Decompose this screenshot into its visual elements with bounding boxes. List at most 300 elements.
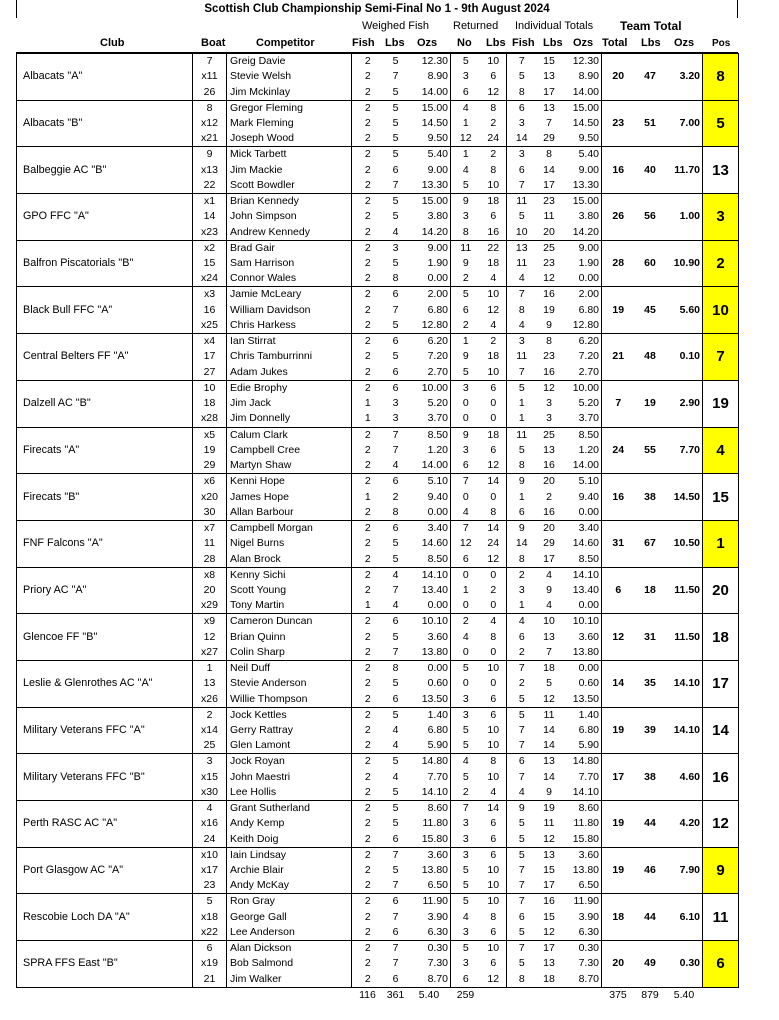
weighed-fish: 2 (352, 85, 384, 101)
individual-lbs: 17 (537, 941, 562, 957)
individual-ozs: 8.50 (562, 427, 602, 443)
individual-fish: 2 (507, 567, 537, 583)
team-total-ozs: 11.70 (666, 147, 703, 194)
team-total-ozs: 0.10 (666, 334, 703, 381)
individual-fish: 7 (507, 941, 537, 957)
weighed-ozs: 13.40 (421, 583, 448, 596)
individual-ozs: 8.60 (562, 801, 602, 817)
club-name: GPO FFC "A" (17, 194, 193, 241)
weighed-lbs: 6 (384, 380, 408, 396)
team-total-lbs: 35 (635, 660, 666, 707)
returned-lbs: 18 (487, 257, 500, 270)
individual-lbs: 13 (543, 630, 555, 643)
returned-lbs: 6 (490, 70, 497, 83)
weighed-ozs: 13.30 (421, 179, 448, 192)
weighed-fish: 2 (352, 583, 384, 599)
boat-number: 15 (193, 256, 227, 272)
returned-no: 1 (451, 147, 481, 163)
competitor-row (17, 941, 739, 957)
competitor-name: Campbell Cree (227, 443, 352, 459)
boat-number: 13 (193, 676, 227, 692)
team-total-lbs: 18 (635, 567, 666, 614)
team-total-fish: 18 (602, 894, 635, 941)
returned-no: 0 (451, 396, 481, 412)
weighed-ozs: 3.60 (408, 847, 451, 863)
weighed-fish: 2 (352, 443, 384, 459)
team-total-lbs: 40 (635, 147, 666, 194)
weighed-ozs: 14.00 (421, 459, 448, 472)
weighed-lbs: 6 (392, 692, 399, 705)
weighed-ozs: 15.00 (408, 100, 451, 116)
boat-number: 4 (193, 801, 227, 817)
weighed-lbs: 6 (384, 287, 408, 303)
competitor-row (17, 660, 739, 676)
boat-number: 21 (193, 972, 227, 988)
individual-lbs: 12 (543, 272, 555, 285)
team-total-lbs: 55 (635, 427, 666, 474)
weighed-lbs: 6 (384, 520, 408, 536)
boat-number: x7 (193, 520, 227, 536)
weighed-ozs: 7.20 (427, 350, 448, 363)
individual-lbs: 8 (537, 147, 562, 163)
individual-lbs: 29 (543, 132, 555, 145)
team-total-ozs: 11.50 (666, 614, 703, 661)
weighed-ozs: 0.00 (427, 272, 448, 285)
boat-number: 6 (193, 941, 227, 957)
returned-lbs: 6 (490, 692, 497, 705)
individual-ozs: 9.40 (578, 490, 599, 503)
weighed-lbs: 7 (392, 645, 399, 658)
team-total-fish: 17 (602, 754, 635, 801)
total-returned-no: 259 (451, 987, 481, 1003)
weighed-ozs: 13.80 (421, 645, 448, 658)
boat-number: x9 (193, 614, 227, 630)
results-sheet (16, 0, 738, 1003)
weighed-fish: 2 (352, 380, 384, 396)
weighed-fish: 2 (352, 567, 384, 583)
position-badge: 11 (703, 894, 739, 941)
competitor-name: Tony Martin (227, 598, 352, 614)
returned-no: 4 (451, 162, 481, 178)
weighed-lbs: 5 (392, 257, 399, 270)
team-total-lbs: 60 (635, 240, 666, 287)
weighed-lbs: 7 (384, 847, 408, 863)
individual-ozs: 0.00 (578, 599, 599, 612)
club-name: Balbeggie AC "B" (17, 147, 193, 194)
individual-lbs: 20 (537, 520, 562, 536)
competitor-row (17, 100, 739, 116)
individual-lbs: 9 (546, 785, 552, 798)
team-total-lbs: 48 (635, 334, 666, 381)
weighed-ozs: 0.60 (427, 677, 448, 690)
individual-lbs: 13 (543, 957, 555, 970)
individual-ozs: 6.50 (578, 879, 599, 892)
boat-number: x19 (193, 956, 227, 972)
returned-lbs: 12 (487, 85, 500, 98)
individual-lbs: 7 (546, 117, 552, 130)
weighed-ozs: 15.00 (408, 194, 451, 210)
individual-ozs: 3.90 (578, 910, 599, 923)
returned-lbs: 16 (487, 225, 500, 238)
boat-number: 3 (193, 754, 227, 770)
competitor-name: Greig Davie (227, 54, 352, 70)
boat-number: 9 (193, 147, 227, 163)
competitor-name: Andrew Kennedy (227, 225, 352, 241)
competitor-name: Chris Harkess (227, 318, 352, 334)
weighed-ozs: 2.00 (408, 287, 451, 303)
weighed-lbs: 5 (392, 785, 399, 798)
competitor-name: Brad Gair (227, 240, 352, 256)
total-lbs: 361 (384, 987, 408, 1003)
total-fish: 116 (352, 987, 384, 1003)
weighed-lbs: 6 (384, 614, 408, 630)
weighed-fish: 2 (352, 318, 384, 334)
individual-ozs: 9.00 (562, 240, 602, 256)
boat-number: x21 (193, 131, 227, 147)
team-total-fish: 23 (602, 100, 635, 147)
individual-ozs: 0.00 (562, 660, 602, 676)
individual-ozs: 2.00 (562, 287, 602, 303)
club-name: Rescobie Loch DA "A" (17, 894, 193, 941)
team-total-ozs: 2.90 (666, 380, 703, 427)
weighed-fish: 2 (352, 878, 384, 894)
individual-ozs: 14.60 (572, 537, 599, 550)
weighed-fish: 2 (352, 178, 384, 194)
weighed-lbs: 5 (384, 194, 408, 210)
weighed-fish: 2 (352, 303, 384, 319)
weighed-lbs: 5 (384, 100, 408, 116)
returned-no: 5 (451, 941, 481, 957)
individual-fish: 7 (507, 723, 537, 739)
individual-ozs: 7.20 (578, 350, 599, 363)
boat-number: 29 (193, 458, 227, 474)
returned-no: 9 (451, 256, 481, 272)
weighed-fish: 2 (352, 723, 384, 739)
team-total-ozs: 4.60 (666, 754, 703, 801)
weighed-ozs: 11.90 (408, 894, 451, 910)
individual-ozs: 1.90 (578, 257, 599, 270)
competitor-name: Connor Wales (227, 271, 352, 287)
boat-number: 16 (193, 303, 227, 319)
boat-number: 1 (193, 660, 227, 676)
weighed-lbs: 6 (392, 832, 399, 845)
team-total-header: Team Total (620, 19, 682, 33)
individual-lbs: 15 (543, 864, 555, 877)
weighed-lbs: 7 (392, 443, 399, 456)
boat-number: 8 (193, 100, 227, 116)
grand-totals-row (17, 987, 739, 1003)
position-badge: 18 (703, 614, 739, 661)
position-badge: 17 (703, 660, 739, 707)
weighed-ozs: 7.30 (427, 957, 448, 970)
boat-number: x30 (193, 785, 227, 801)
team-total-lbs: 38 (635, 474, 666, 521)
weighed-lbs: 5 (384, 147, 408, 163)
individual-ozs: 0.00 (578, 272, 599, 285)
weighed-ozs: 15.80 (421, 832, 448, 845)
position-badge: 16 (703, 754, 739, 801)
returned-lbs: 2 (490, 117, 497, 130)
returned-no: 3 (451, 69, 481, 85)
group-header-row (16, 18, 738, 34)
individual-lbs: 13 (543, 443, 555, 456)
individual-lbs: 19 (537, 801, 562, 817)
boat-number: x16 (193, 816, 227, 832)
returned-lbs: 10 (481, 54, 507, 70)
weighed-fish: 2 (352, 520, 384, 536)
weighed-lbs: 5 (392, 132, 399, 145)
team-total-lbs: 49 (635, 941, 666, 988)
individual-ozs: 14.50 (572, 117, 599, 130)
individual-lbs: 18 (543, 972, 555, 985)
returned-no: 5 (451, 878, 481, 894)
weighed-fish: 2 (352, 832, 384, 848)
club-name: Balfron Piscatorials "B" (17, 240, 193, 287)
individual-lbs: 12 (543, 832, 555, 845)
weighed-fish: 2 (352, 100, 384, 116)
weighed-lbs: 5 (384, 707, 408, 723)
weighed-fish: 2 (352, 116, 384, 132)
individual-ozs: 13.50 (572, 692, 599, 705)
returned-lbs: 6 (490, 817, 497, 830)
competitor-name: Mick Tarbett (227, 147, 352, 163)
weighed-lbs: 7 (384, 427, 408, 443)
team-total-lbs: 44 (635, 894, 666, 941)
individual-ozs: 5.90 (578, 739, 599, 752)
returned-no: 3 (451, 816, 481, 832)
individual-lbs: 16 (537, 287, 562, 303)
competitor-name: William Davidson (227, 303, 352, 319)
individual-ozs: 15.00 (562, 100, 602, 116)
team-total-lbs: 31 (635, 614, 666, 661)
team-total-fish: 31 (602, 520, 635, 567)
individual-lbs: 11 (543, 210, 555, 223)
individual-lbs: 19 (543, 303, 555, 316)
weighed-fish: 2 (352, 801, 384, 817)
weighed-lbs: 4 (392, 723, 399, 736)
returned-no: 6 (451, 552, 481, 568)
returned-no: 3 (451, 707, 481, 723)
competitor-name: Keith Doig (227, 832, 352, 848)
returned-lbs: 18 (487, 350, 500, 363)
competitor-name: Adam Jukes (227, 365, 352, 381)
col-header-club: Club (100, 37, 125, 49)
position-badge: 8 (703, 54, 739, 101)
weighed-lbs: 5 (392, 537, 399, 550)
weighed-lbs: 7 (392, 879, 399, 892)
individual-lbs: 23 (537, 194, 562, 210)
individual-fish: 7 (507, 878, 537, 894)
competitor-name: Gerry Rattray (227, 723, 352, 739)
boat-number: x24 (193, 271, 227, 287)
boat-number: x11 (193, 69, 227, 85)
competitor-name: Jim Jack (227, 396, 352, 412)
individual-fish: 7 (507, 738, 537, 754)
returned-lbs: 8 (490, 505, 497, 518)
col-header-ind-fish: Fish (512, 37, 535, 49)
individual-fish: 2 (507, 645, 537, 661)
position-badge: 5 (703, 100, 739, 147)
weighed-ozs: 8.50 (408, 427, 451, 443)
returned-no: 5 (451, 723, 481, 739)
weighed-ozs: 2.70 (427, 365, 448, 378)
returned-no: 5 (451, 894, 481, 910)
weighed-lbs: 7 (392, 70, 399, 83)
returned-no: 12 (451, 536, 481, 552)
weighed-lbs: 7 (384, 941, 408, 957)
returned-no: 6 (451, 972, 481, 988)
returned-no: 3 (451, 380, 481, 396)
weighed-fish: 2 (352, 816, 384, 832)
returned-no: 6 (451, 85, 481, 101)
competitor-row (17, 614, 739, 630)
individual-ozs: 12.80 (572, 319, 599, 332)
returned-lbs: 18 (481, 427, 507, 443)
returned-lbs: 8 (490, 630, 497, 643)
returned-lbs: 14 (481, 474, 507, 490)
individual-fish: 14 (507, 536, 537, 552)
boat-number: x3 (193, 287, 227, 303)
boat-number: 11 (193, 536, 227, 552)
total-team-ozs: 5.40 (666, 987, 703, 1003)
competitor-name: Neil Duff (227, 660, 352, 676)
individual-fish: 5 (507, 209, 537, 225)
competitor-name: Jamie McLeary (227, 287, 352, 303)
returned-lbs: 6 (490, 832, 497, 845)
weighed-lbs: 6 (384, 894, 408, 910)
individual-lbs: 12 (537, 380, 562, 396)
position-badge: 15 (703, 474, 739, 521)
position-badge: 12 (703, 801, 739, 848)
competitor-name: Willie Thompson (227, 692, 352, 708)
weighed-fish: 2 (352, 707, 384, 723)
weighed-fish: 2 (352, 474, 384, 490)
weighed-ozs: 5.90 (427, 739, 448, 752)
competitor-name: Martyn Shaw (227, 458, 352, 474)
returned-no: 6 (451, 303, 481, 319)
weighed-fish: 2 (352, 941, 384, 957)
competitor-name: Allan Barbour (227, 505, 352, 521)
returned-no: 3 (451, 956, 481, 972)
total-ozs: 5.40 (408, 987, 451, 1003)
weighed-fish: 2 (352, 69, 384, 85)
individual-lbs: 11 (543, 817, 555, 830)
boat-number: 27 (193, 365, 227, 381)
total-team-lbs: 879 (635, 987, 666, 1003)
weighed-lbs: 7 (392, 910, 399, 923)
individual-ozs: 3.80 (578, 210, 599, 223)
returned-lbs: 2 (490, 583, 497, 596)
col-header-boat: Boat (201, 37, 226, 49)
individual-lbs: 16 (543, 505, 555, 518)
competitor-row (17, 147, 739, 163)
individual-fish: 8 (507, 552, 537, 568)
individual-ozs: 7.70 (578, 770, 599, 783)
team-total-fish: 24 (602, 427, 635, 474)
weighed-ozs: 6.80 (427, 723, 448, 736)
weighed-lbs: 3 (392, 412, 399, 425)
individual-lbs: 15 (537, 54, 562, 70)
weighed-ozs: 14.50 (421, 117, 448, 130)
individual-fish: 5 (507, 956, 537, 972)
weighed-lbs: 4 (384, 567, 408, 583)
competitor-name: Sam Harrison (227, 256, 352, 272)
competitor-name: George Gall (227, 909, 352, 925)
boat-number: x14 (193, 723, 227, 739)
weighed-ozs: 11.80 (422, 817, 448, 830)
individual-fish: 6 (507, 162, 537, 178)
individual-lbs: 25 (537, 240, 562, 256)
competitor-name: Cameron Duncan (227, 614, 352, 630)
returned-lbs: 8 (490, 910, 497, 923)
col-header-ozs: Ozs (417, 37, 438, 49)
competitor-row (17, 520, 739, 536)
competitor-row (17, 334, 739, 350)
weighed-ozs: 14.00 (421, 85, 448, 98)
weighed-fish: 2 (352, 614, 384, 630)
individual-fish: 7 (507, 287, 537, 303)
returned-lbs: 10 (487, 365, 500, 378)
returned-no: 4 (451, 505, 481, 521)
club-name: Military Veterans FFC "B" (17, 754, 193, 801)
competitor-row (17, 194, 739, 210)
returned-lbs: 24 (487, 132, 500, 145)
competitor-row (17, 754, 739, 770)
individual-ozs: 3.40 (562, 520, 602, 536)
returned-lbs: 12 (487, 972, 500, 985)
position-badge: 6 (703, 941, 739, 988)
individual-lbs: 29 (543, 537, 555, 550)
competitor-name: Andy McKay (227, 878, 352, 894)
competitor-name: Gregor Fleming (227, 100, 352, 116)
weighed-lbs: 5 (384, 801, 408, 817)
club-name: Glencoe FF "B" (17, 614, 193, 661)
individual-fish: 4 (507, 785, 537, 801)
individual-fish: 5 (507, 443, 537, 459)
team-total-fish: 12 (602, 614, 635, 661)
individual-fish: 5 (507, 847, 537, 863)
boat-number: 10 (193, 380, 227, 396)
individual-lbs: 3 (546, 412, 552, 425)
weighed-fish: 2 (352, 334, 384, 350)
individual-ozs: 14.10 (572, 785, 599, 798)
col-header-returned-lbs: Lbs (486, 37, 506, 49)
individual-lbs: 15 (543, 910, 555, 923)
boat-number: 26 (193, 85, 227, 101)
returned-no: 4 (451, 754, 481, 770)
returned-lbs: 10 (487, 864, 500, 877)
individual-ozs: 13.80 (572, 864, 599, 877)
team-total-fish: 16 (602, 474, 635, 521)
weighed-lbs: 7 (392, 303, 399, 316)
individual-fish: 11 (507, 194, 537, 210)
weighed-lbs: 4 (392, 739, 399, 752)
club-name: SPRA FFS East "B" (17, 941, 193, 988)
individual-ozs: 10.00 (562, 380, 602, 396)
weighed-ozs: 12.80 (421, 319, 448, 332)
returned-no: 3 (451, 847, 481, 863)
position-badge: 4 (703, 427, 739, 474)
returned-lbs: 4 (490, 319, 497, 332)
weighed-fish: 2 (352, 972, 384, 988)
individual-fish: 1 (507, 411, 537, 427)
returned-lbs: 10 (481, 287, 507, 303)
returned-lbs: 14 (481, 520, 507, 536)
col-header-team-ozs: Ozs (674, 37, 695, 49)
position-badge: 1 (703, 520, 739, 567)
returned-lbs: 10 (481, 894, 507, 910)
competitor-name: Jim Mckinlay (227, 85, 352, 101)
